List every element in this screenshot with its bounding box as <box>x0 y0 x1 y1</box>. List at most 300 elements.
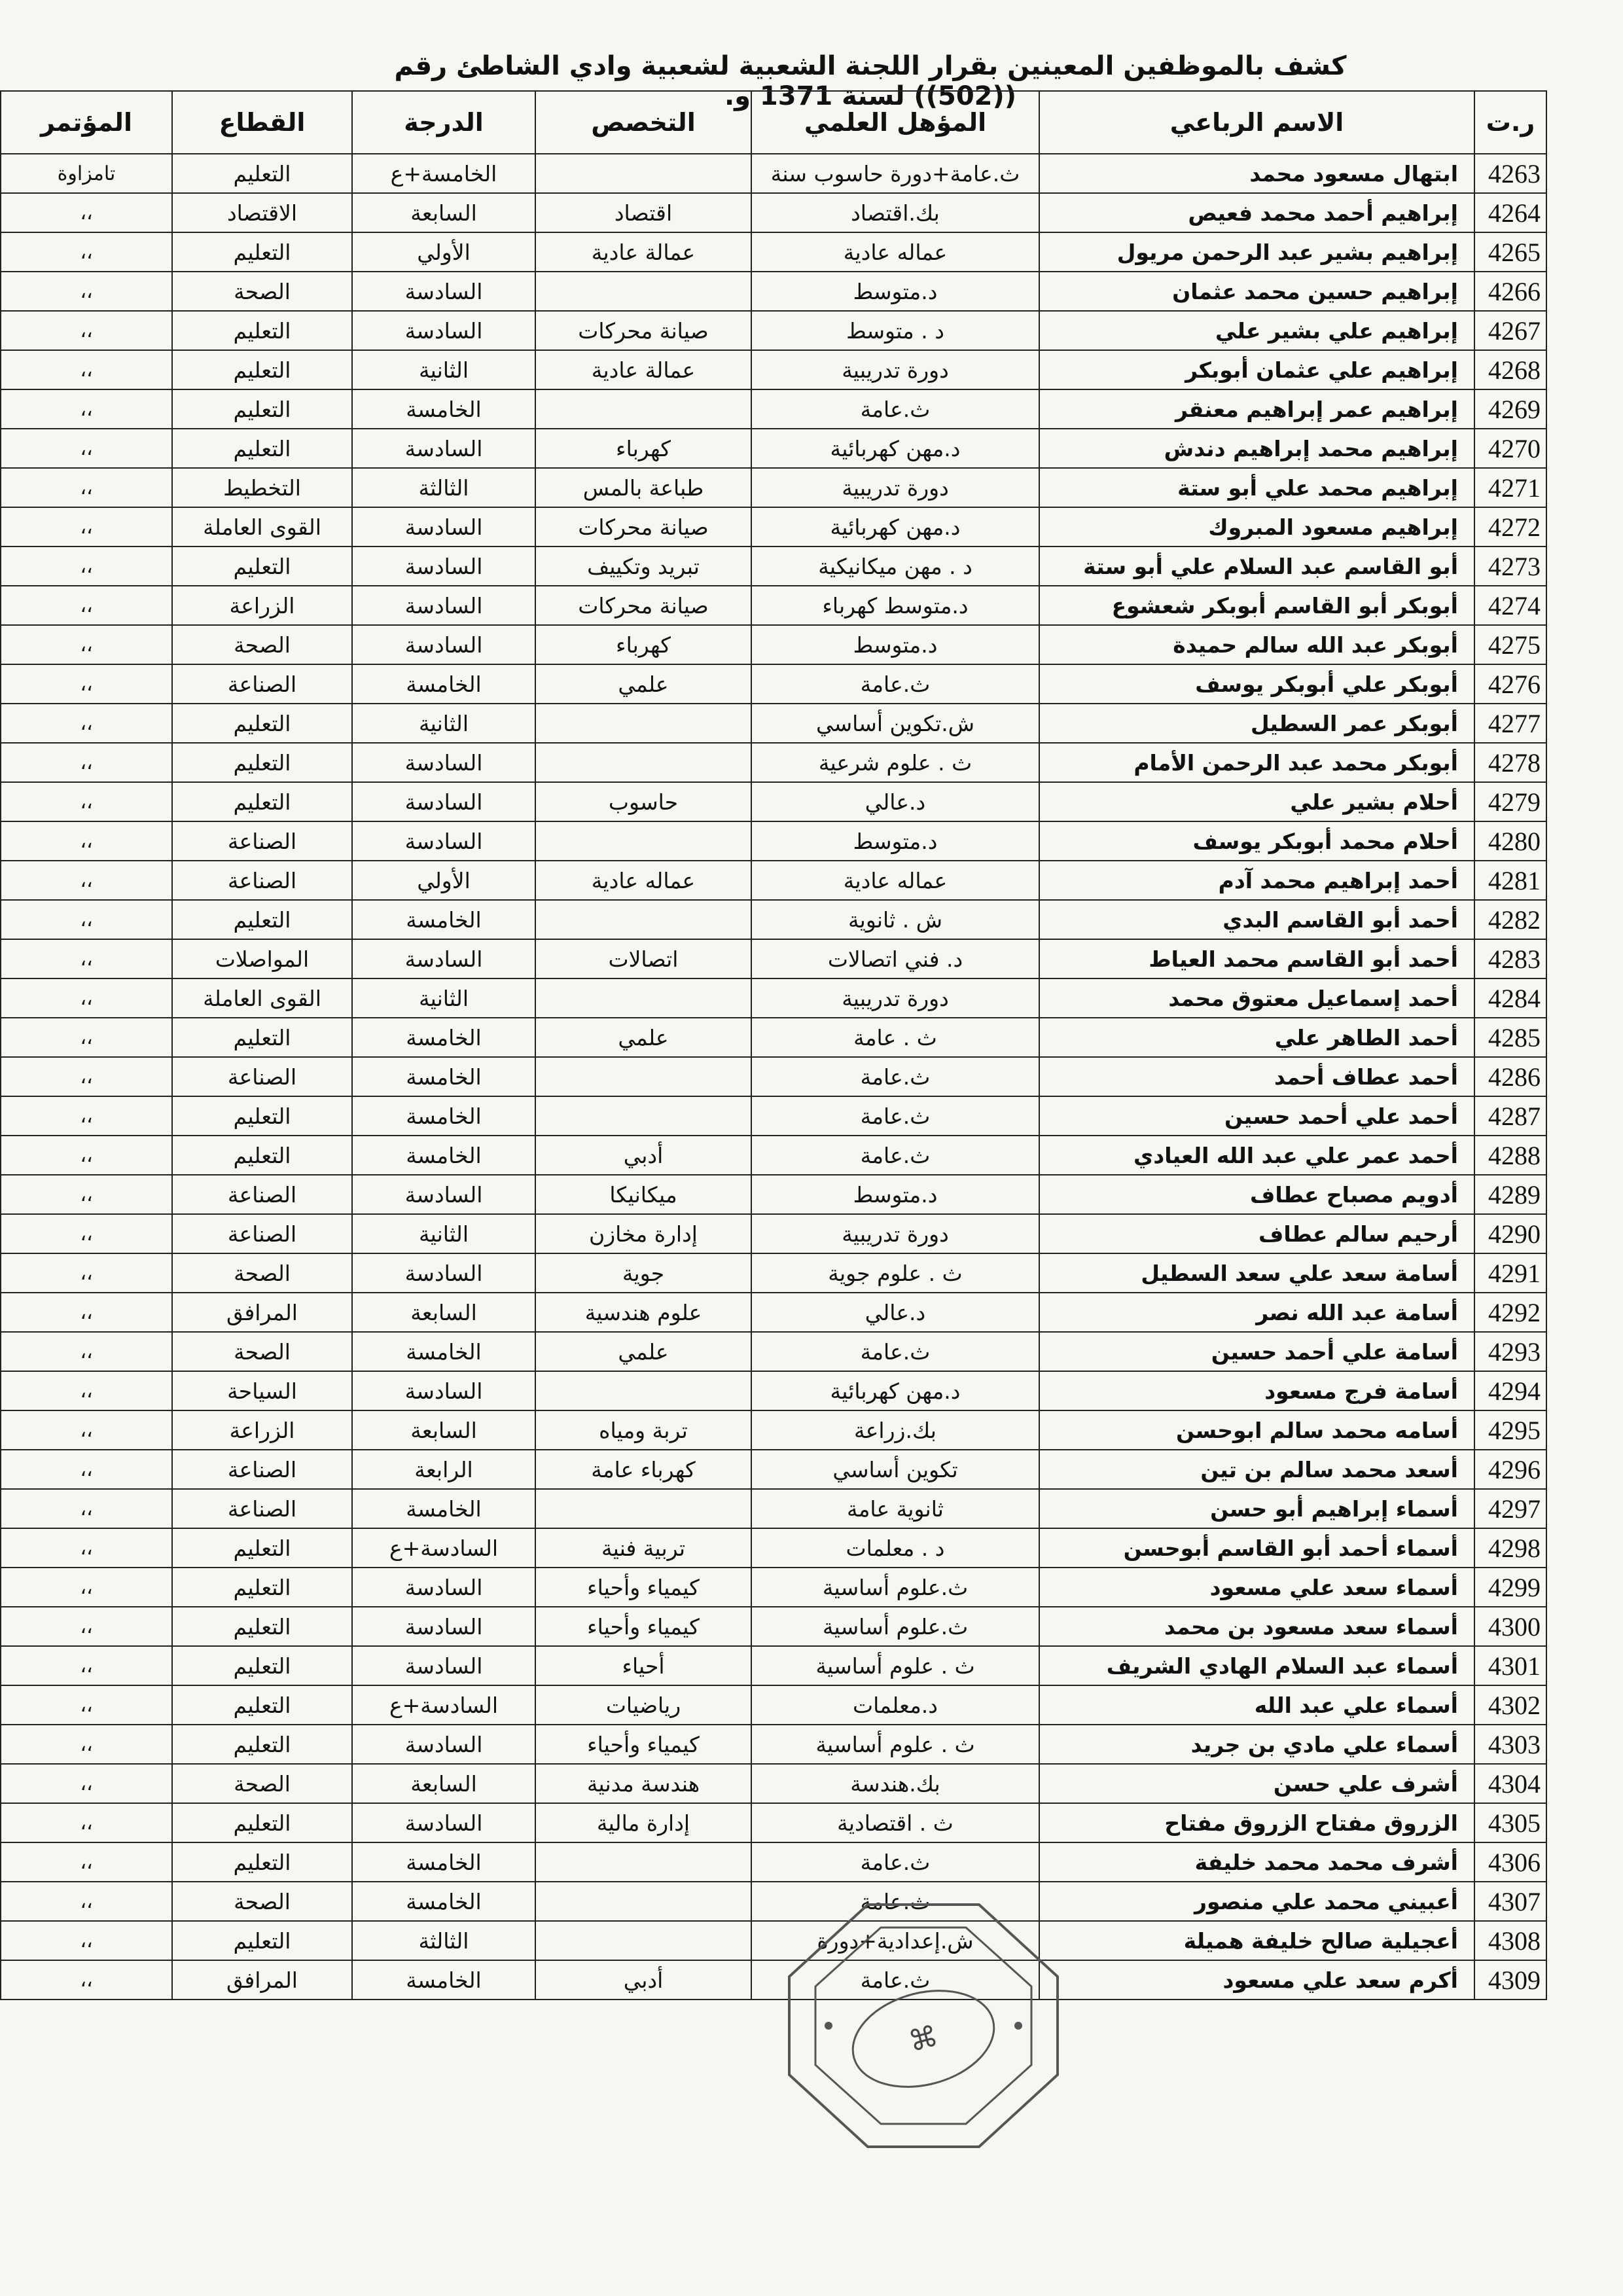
qualification-cell: د.عالي <box>751 782 1039 821</box>
row-num-cell: 4307 <box>1474 1882 1546 1921</box>
specialty-cell: كيمياء وأحياء <box>535 1725 751 1764</box>
congress-cell: ،، <box>1 625 172 664</box>
sector-cell: التعليم <box>172 704 352 743</box>
sector-cell: التعليم <box>172 1685 352 1725</box>
employee-name-cell: إبراهيم علي عثمان أبوبكر <box>1039 350 1474 389</box>
qualification-cell: د . معلمات <box>751 1528 1039 1568</box>
grade-cell: السادسة <box>352 547 535 586</box>
qualification-cell: ث.عامة <box>751 1882 1039 1921</box>
congress-cell: ،، <box>1 507 172 547</box>
header-name: الاسم الرباعي <box>1039 91 1474 154</box>
congress-cell: ،، <box>1 1253 172 1293</box>
congress-cell: ،، <box>1 1371 172 1410</box>
specialty-cell: اقتصاد <box>535 193 751 232</box>
row-num-cell: 4281 <box>1474 861 1546 900</box>
employee-name-cell: إبراهيم محمد إبراهيم دندش <box>1039 429 1474 468</box>
employee-name-cell: إبراهيم أحمد محمد فعيص <box>1039 193 1474 232</box>
table-row <box>1 625 1546 664</box>
employee-name-cell: أحمد أبو القاسم محمد العياط <box>1039 939 1474 978</box>
qualification-cell: د . مهن ميكانيكية <box>751 547 1039 586</box>
employee-name-cell: أسعد محمد سالم بن تين <box>1039 1450 1474 1489</box>
qualification-cell: ث . علوم أساسية <box>751 1725 1039 1764</box>
table-row <box>1 939 1546 978</box>
row-num-cell: 4286 <box>1474 1057 1546 1096</box>
employees-table <box>0 90 1547 2000</box>
employee-name-cell: أسامة سعد علي سعد السطيل <box>1039 1253 1474 1293</box>
table-row <box>1 1293 1546 1332</box>
table-row <box>1 507 1546 547</box>
table-row <box>1 1096 1546 1136</box>
congress-cell: ،، <box>1 1214 172 1253</box>
grade-cell: الخامسة+ع <box>352 154 535 193</box>
specialty-cell: كيمياء وأحياء <box>535 1607 751 1646</box>
sector-cell: التعليم <box>172 232 352 272</box>
specialty-cell: أدبي <box>535 1960 751 2000</box>
congress-cell: ،، <box>1 1725 172 1764</box>
row-num-cell: 4306 <box>1474 1842 1546 1882</box>
congress-cell: ،، <box>1 1607 172 1646</box>
employee-name-cell: أحمد علي أحمد حسين <box>1039 1096 1474 1136</box>
specialty-cell <box>535 154 751 193</box>
congress-cell: ،، <box>1 861 172 900</box>
employee-name-cell: الزروق مفتاح الزروق مفتاح <box>1039 1803 1474 1842</box>
congress-cell: ،، <box>1 350 172 389</box>
table-row <box>1 1253 1546 1293</box>
row-num-cell: 4268 <box>1474 350 1546 389</box>
employee-name-cell: أبوبكر علي أبوبكر يوسف <box>1039 664 1474 704</box>
table-row <box>1 1607 1546 1646</box>
congress-cell: ،، <box>1 1842 172 1882</box>
qualification-cell: د.مهن كهربائية <box>751 429 1039 468</box>
employee-name-cell: أحمد أبو القاسم البدي <box>1039 900 1474 939</box>
grade-cell: الخامسة <box>352 1882 535 1921</box>
sector-cell: الزراعة <box>172 586 352 625</box>
grade-cell: الخامسة <box>352 1018 535 1057</box>
sector-cell: التعليم <box>172 1528 352 1568</box>
qualification-cell: د.عالي <box>751 1293 1039 1332</box>
qualification-cell: ث.عامة <box>751 1842 1039 1882</box>
qualification-cell: ث.عامة <box>751 1332 1039 1371</box>
congress-cell: ،، <box>1 1096 172 1136</box>
sector-cell: التعليم <box>172 429 352 468</box>
employee-name-cell: أبوبكر أبو القاسم أبوبكر شعشوع <box>1039 586 1474 625</box>
grade-cell: الخامسة <box>352 1842 535 1882</box>
employee-name-cell: أبو القاسم عبد السلام علي أبو ستة <box>1039 547 1474 586</box>
qualification-cell: بك.زراعة <box>751 1410 1039 1450</box>
congress-cell: ،، <box>1 782 172 821</box>
header-congress: المؤتمر <box>1 91 172 154</box>
qualification-cell: د.متوسط <box>751 625 1039 664</box>
grade-cell: الثالثة <box>352 468 535 507</box>
congress-cell: ،، <box>1 193 172 232</box>
qualification-cell: د. فني اتصالات <box>751 939 1039 978</box>
header-specialty: التخصص <box>535 91 751 154</box>
row-num-cell: 4305 <box>1474 1803 1546 1842</box>
grade-cell: الخامسة <box>352 664 535 704</box>
table-row <box>1 1332 1546 1371</box>
congress-cell: ،، <box>1 311 172 350</box>
specialty-cell: أدبي <box>535 1136 751 1175</box>
row-num-cell: 4288 <box>1474 1136 1546 1175</box>
sector-cell: الصحة <box>172 1764 352 1803</box>
sector-cell: الصناعة <box>172 1489 352 1528</box>
congress-cell: تامزاوة <box>1 154 172 193</box>
grade-cell: السادسة <box>352 586 535 625</box>
table-row <box>1 1921 1546 1960</box>
sector-cell: الصناعة <box>172 664 352 704</box>
specialty-cell: هندسة مدنية <box>535 1764 751 1803</box>
grade-cell: الثالثة <box>352 1921 535 1960</box>
employee-name-cell: إبراهيم علي بشير علي <box>1039 311 1474 350</box>
sector-cell: الزراعة <box>172 1410 352 1450</box>
specialty-cell <box>535 743 751 782</box>
grade-cell: السادسة <box>352 1725 535 1764</box>
grade-cell: السادسة <box>352 272 535 311</box>
table-row <box>1 1450 1546 1489</box>
grade-cell: الرابعة <box>352 1450 535 1489</box>
employee-name-cell: أبوبكر عمر السطيل <box>1039 704 1474 743</box>
congress-cell: ،، <box>1 939 172 978</box>
specialty-cell <box>535 704 751 743</box>
congress-cell: ،، <box>1 1018 172 1057</box>
row-num-cell: 4282 <box>1474 900 1546 939</box>
row-num-cell: 4297 <box>1474 1489 1546 1528</box>
congress-cell: ،، <box>1 1803 172 1842</box>
sector-cell: الصحة <box>172 1332 352 1371</box>
employee-name-cell: أحمد إسماعيل معتوق محمد <box>1039 978 1474 1018</box>
table-row <box>1 978 1546 1018</box>
table-row <box>1 468 1546 507</box>
specialty-cell: كهرباء عامة <box>535 1450 751 1489</box>
specialty-cell <box>535 272 751 311</box>
specialty-cell <box>535 1057 751 1096</box>
header-grade: الدرجة <box>352 91 535 154</box>
sector-cell: المرافق <box>172 1293 352 1332</box>
row-num-cell: 4270 <box>1474 429 1546 468</box>
table-row <box>1 1371 1546 1410</box>
specialty-cell: عماله عادية <box>535 861 751 900</box>
qualification-cell: عماله عادية <box>751 861 1039 900</box>
employee-name-cell: أعبيني محمد علي منصور <box>1039 1882 1474 1921</box>
employee-name-cell: إبراهيم مسعود المبروك <box>1039 507 1474 547</box>
table-row <box>1 704 1546 743</box>
table-row <box>1 272 1546 311</box>
congress-cell: ،، <box>1 1332 172 1371</box>
grade-cell: السابعة <box>352 193 535 232</box>
specialty-cell: حاسوب <box>535 782 751 821</box>
congress-cell: ،، <box>1 1685 172 1725</box>
employee-name-cell: أبوبكر محمد عبد الرحمن الأمام <box>1039 743 1474 782</box>
row-num-cell: 4265 <box>1474 232 1546 272</box>
row-num-cell: 4302 <box>1474 1685 1546 1725</box>
table-row <box>1 1685 1546 1725</box>
row-num-cell: 4296 <box>1474 1450 1546 1489</box>
specialty-cell: تبريد وتكييف <box>535 547 751 586</box>
specialty-cell: كيمياء وأحياء <box>535 1568 751 1607</box>
sector-cell: التعليم <box>172 782 352 821</box>
qualification-cell: ث . علوم شرعية <box>751 743 1039 782</box>
congress-cell: ،، <box>1 272 172 311</box>
sector-cell: التعليم <box>172 1646 352 1685</box>
table-row <box>1 782 1546 821</box>
qualification-cell: ث.عامة <box>751 389 1039 429</box>
congress-cell: ،، <box>1 1450 172 1489</box>
qualification-cell: دورة تدريبية <box>751 978 1039 1018</box>
qualification-cell: ث.عامة <box>751 1136 1039 1175</box>
table-row <box>1 1960 1546 2000</box>
congress-cell: ،، <box>1 821 172 861</box>
specialty-cell <box>535 821 751 861</box>
qualification-cell: ث . علوم أساسية <box>751 1646 1039 1685</box>
congress-cell: ،، <box>1 1960 172 2000</box>
grade-cell: الخامسة <box>352 1096 535 1136</box>
specialty-cell: رياضيات <box>535 1685 751 1725</box>
sector-cell: الصناعة <box>172 821 352 861</box>
congress-cell: ،، <box>1 1528 172 1568</box>
sector-cell: الصناعة <box>172 861 352 900</box>
specialty-cell: علمي <box>535 664 751 704</box>
specialty-cell: صيانة محركات <box>535 507 751 547</box>
sector-cell: الصحة <box>172 1253 352 1293</box>
header-sector: القطاع <box>172 91 352 154</box>
specialty-cell: أحياء <box>535 1646 751 1685</box>
grade-cell: السادسة <box>352 1607 535 1646</box>
congress-cell: ،، <box>1 704 172 743</box>
employee-name-cell: أكرم سعد علي مسعود <box>1039 1960 1474 2000</box>
sector-cell: التعليم <box>172 389 352 429</box>
sector-cell: التعليم <box>172 1136 352 1175</box>
qualification-cell: دورة تدريبية <box>751 1214 1039 1253</box>
congress-cell: ،، <box>1 586 172 625</box>
qualification-cell: تكوين أساسي <box>751 1450 1039 1489</box>
grade-cell: الأولي <box>352 861 535 900</box>
grade-cell: الخامسة <box>352 1057 535 1096</box>
employee-name-cell: أعجيلية صالح خليفة هميلة <box>1039 1921 1474 1960</box>
employee-name-cell: أسماء إبراهيم أبو حسن <box>1039 1489 1474 1528</box>
grade-cell: السابعة <box>352 1764 535 1803</box>
grade-cell: السادسة <box>352 311 535 350</box>
specialty-cell <box>535 1882 751 1921</box>
table-row <box>1 1136 1546 1175</box>
specialty-cell: علمي <box>535 1332 751 1371</box>
qualification-cell: دورة تدريبية <box>751 468 1039 507</box>
grade-cell: السادسة <box>352 939 535 978</box>
table-row <box>1 193 1546 232</box>
employee-name-cell: أسامة عبد الله نصر <box>1039 1293 1474 1332</box>
employee-name-cell: أبوبكر عبد الله سالم حميدة <box>1039 625 1474 664</box>
header-qualification: المؤهل العلمي <box>751 91 1039 154</box>
table-row <box>1 1489 1546 1528</box>
table-row <box>1 821 1546 861</box>
qualification-cell: د . متوسط <box>751 311 1039 350</box>
specialty-cell: عمالة عادية <box>535 350 751 389</box>
row-num-cell: 4271 <box>1474 468 1546 507</box>
row-num-cell: 4273 <box>1474 547 1546 586</box>
row-num-cell: 4290 <box>1474 1214 1546 1253</box>
employee-name-cell: إبراهيم عمر إبراهيم معنقر <box>1039 389 1474 429</box>
employee-name-cell: أحمد عمر علي عبد الله العيادي <box>1039 1136 1474 1175</box>
specialty-cell <box>535 1489 751 1528</box>
table-row <box>1 1528 1546 1568</box>
employee-name-cell: إبراهيم حسين محمد عثمان <box>1039 272 1474 311</box>
table-row <box>1 547 1546 586</box>
table-row <box>1 1410 1546 1450</box>
congress-cell: ،، <box>1 664 172 704</box>
specialty-cell: صيانة محركات <box>535 311 751 350</box>
employee-name-cell: أحلام محمد أبوبكر يوسف <box>1039 821 1474 861</box>
specialty-cell: جوية <box>535 1253 751 1293</box>
grade-cell: السابعة <box>352 1293 535 1332</box>
specialty-cell: إدارة مالية <box>535 1803 751 1842</box>
row-num-cell: 4272 <box>1474 507 1546 547</box>
congress-cell: ،، <box>1 1136 172 1175</box>
grade-cell: السادسة <box>352 821 535 861</box>
congress-cell: ،، <box>1 1410 172 1450</box>
grade-cell: الخامسة <box>352 1489 535 1528</box>
employee-name-cell: أحمد عطاف أحمد <box>1039 1057 1474 1096</box>
qualification-cell: عماله عادية <box>751 232 1039 272</box>
row-num-cell: 4287 <box>1474 1096 1546 1136</box>
table-row <box>1 861 1546 900</box>
grade-cell: الخامسة <box>352 900 535 939</box>
grade-cell: الخامسة <box>352 1960 535 2000</box>
qualification-cell: ث.عامة <box>751 1960 1039 2000</box>
sector-cell: السياحة <box>172 1371 352 1410</box>
congress-cell: ،، <box>1 1293 172 1332</box>
qualification-cell: ث.علوم أساسية <box>751 1568 1039 1607</box>
qualification-cell: ث . اقتصادية <box>751 1803 1039 1842</box>
sector-cell: الصحة <box>172 272 352 311</box>
row-num-cell: 4300 <box>1474 1607 1546 1646</box>
specialty-cell <box>535 389 751 429</box>
sector-cell: التعليم <box>172 1096 352 1136</box>
employee-name-cell: أسماء سعد مسعود بن محمد <box>1039 1607 1474 1646</box>
employee-name-cell: أحلام بشير علي <box>1039 782 1474 821</box>
grade-cell: السادسة <box>352 1175 535 1214</box>
sector-cell: التعليم <box>172 1607 352 1646</box>
table-row <box>1 1175 1546 1214</box>
grade-cell: الثانية <box>352 978 535 1018</box>
congress-cell: ،، <box>1 389 172 429</box>
row-num-cell: 4303 <box>1474 1725 1546 1764</box>
table-header-row <box>1 91 1546 154</box>
congress-cell: ،، <box>1 978 172 1018</box>
table-row <box>1 1882 1546 1921</box>
row-num-cell: 4269 <box>1474 389 1546 429</box>
specialty-cell <box>535 900 751 939</box>
table-row <box>1 1725 1546 1764</box>
qualification-cell: ث.عامة <box>751 664 1039 704</box>
qualification-cell: ش.تكوين أساسي <box>751 704 1039 743</box>
qualification-cell: ش.إعدادية+دورة <box>751 1921 1039 1960</box>
employee-name-cell: أسماء سعد علي مسعود <box>1039 1568 1474 1607</box>
table-row <box>1 232 1546 272</box>
qualification-cell: دورة تدريبية <box>751 350 1039 389</box>
header-num: ر.ت <box>1474 91 1546 154</box>
row-num-cell: 4264 <box>1474 193 1546 232</box>
employee-name-cell: أسماء عبد السلام الهادي الشريف <box>1039 1646 1474 1685</box>
sector-cell: التعليم <box>172 154 352 193</box>
qualification-cell: د.مهن كهربائية <box>751 1371 1039 1410</box>
sector-cell: التعليم <box>172 1842 352 1882</box>
row-num-cell: 4280 <box>1474 821 1546 861</box>
grade-cell: الأولي <box>352 232 535 272</box>
qualification-cell: ث . عامة <box>751 1018 1039 1057</box>
sector-cell: الاقتصاد <box>172 193 352 232</box>
table-row <box>1 429 1546 468</box>
row-num-cell: 4263 <box>1474 154 1546 193</box>
qualification-cell: بك.اقتصاد <box>751 193 1039 232</box>
specialty-cell: طباعة بالمس <box>535 468 751 507</box>
specialty-cell: علمي <box>535 1018 751 1057</box>
table-row <box>1 1214 1546 1253</box>
employee-name-cell: إبراهيم محمد علي أبو ستة <box>1039 468 1474 507</box>
qualification-cell: ثانوية عامة <box>751 1489 1039 1528</box>
row-num-cell: 4278 <box>1474 743 1546 782</box>
grade-cell: الخامسة <box>352 1332 535 1371</box>
qualification-cell: ث . علوم جوية <box>751 1253 1039 1293</box>
congress-cell: ،، <box>1 429 172 468</box>
sector-cell: التعليم <box>172 900 352 939</box>
sector-cell: التعليم <box>172 311 352 350</box>
congress-cell: ،، <box>1 1882 172 1921</box>
sector-cell: المرافق <box>172 1960 352 2000</box>
row-num-cell: 4267 <box>1474 311 1546 350</box>
row-num-cell: 4309 <box>1474 1960 1546 2000</box>
specialty-cell <box>535 1096 751 1136</box>
specialty-cell: صيانة محركات <box>535 586 751 625</box>
qualification-cell: ث.عامة <box>751 1096 1039 1136</box>
specialty-cell: كهرباء <box>535 429 751 468</box>
sector-cell: التعليم <box>172 547 352 586</box>
congress-cell: ،، <box>1 1175 172 1214</box>
table-row <box>1 664 1546 704</box>
employee-name-cell: أرحيم سالم عطاف <box>1039 1214 1474 1253</box>
grade-cell: السادسة <box>352 782 535 821</box>
grade-cell: الثانية <box>352 704 535 743</box>
specialty-cell: عمالة عادية <box>535 232 751 272</box>
grade-cell: السادسة+ع <box>352 1685 535 1725</box>
congress-cell: ،، <box>1 1489 172 1528</box>
grade-cell: السادسة+ع <box>352 1528 535 1568</box>
qualification-cell: د.متوسط <box>751 272 1039 311</box>
sector-cell: التعليم <box>172 1803 352 1842</box>
row-num-cell: 4283 <box>1474 939 1546 978</box>
sector-cell: الصحة <box>172 1882 352 1921</box>
qualification-cell: د.معلمات <box>751 1685 1039 1725</box>
grade-cell: السادسة <box>352 625 535 664</box>
table-row <box>1 900 1546 939</box>
sector-cell: القوى العاملة <box>172 507 352 547</box>
row-num-cell: 4293 <box>1474 1332 1546 1371</box>
row-num-cell: 4301 <box>1474 1646 1546 1685</box>
table-row <box>1 1646 1546 1685</box>
employee-name-cell: أسماء علي عبد الله <box>1039 1685 1474 1725</box>
sector-cell: الصناعة <box>172 1057 352 1096</box>
specialty-cell: علوم هندسية <box>535 1293 751 1332</box>
sector-cell: المواصلات <box>172 939 352 978</box>
employee-name-cell: أسامة فرج مسعود <box>1039 1371 1474 1410</box>
svg-text:⌘: ⌘ <box>905 2019 942 2059</box>
qualification-cell: ش . ثانوية <box>751 900 1039 939</box>
employee-name-cell: أدويم مصباح عطاف <box>1039 1175 1474 1214</box>
sector-cell: الصناعة <box>172 1214 352 1253</box>
grade-cell: السادسة <box>352 1371 535 1410</box>
grade-cell: السادسة <box>352 1568 535 1607</box>
grade-cell: السادسة <box>352 743 535 782</box>
sector-cell: التعليم <box>172 743 352 782</box>
qualification-cell: ث.عامة <box>751 1057 1039 1096</box>
